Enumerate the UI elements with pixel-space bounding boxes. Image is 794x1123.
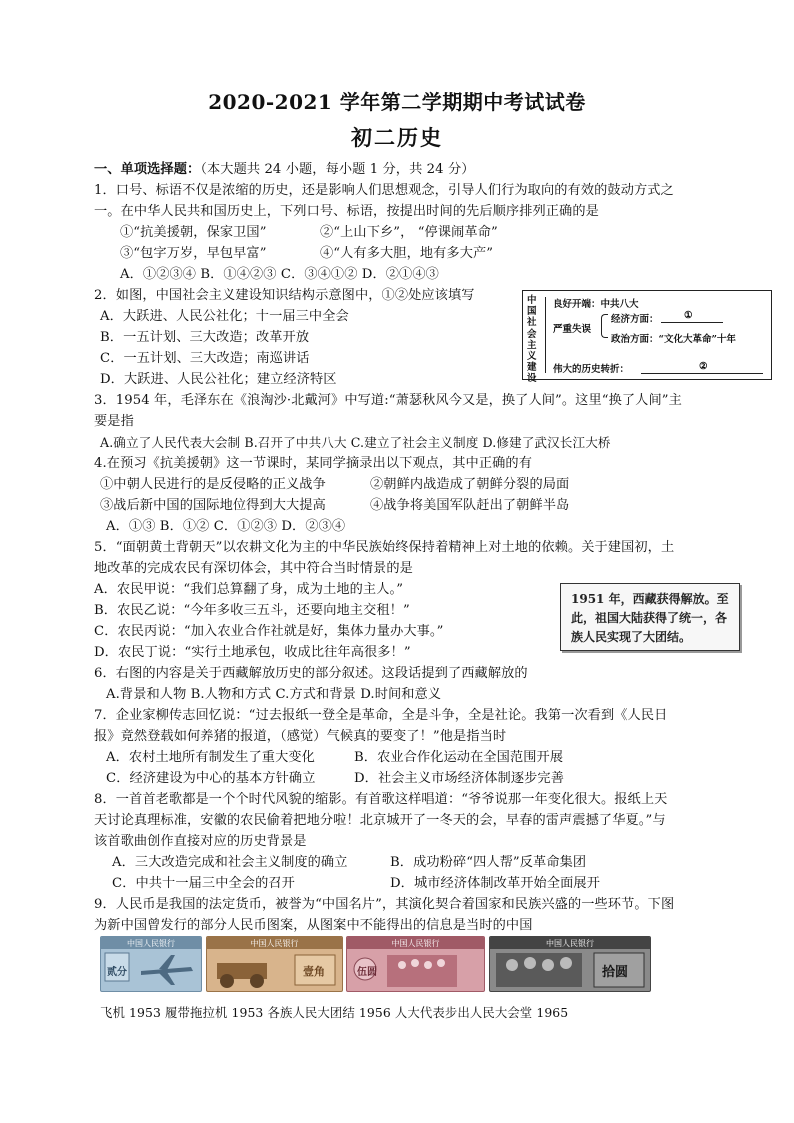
q8-line3: 该首歌曲创作直接对应的历史背景是 [94,834,307,849]
banknote-bank-name: 中国人民银行 [546,939,594,948]
q5-option-b: B．农民乙说：“今年多收三五斗，还要向地主交租！” [94,603,410,618]
q7-option-b: B．农业合作化运动在全国范围开展 [354,750,564,765]
banknote-tractor [206,936,343,992]
q7-line2: 报》竟然登载如何养猪的报道，（感觉）气候真的要变了！”他是指当时 [94,729,507,744]
diagram-economic: 经济方面： [611,314,659,325]
banknote-denomination: 壹角 [303,965,325,978]
q1-line1: 1．口号、标语不仅是浓缩的历史，还是影响人们思想观念，引导人们行为取向的有效的鼓动方式之 [94,183,674,198]
q7-line1: 7．企业家柳传志回忆说：“过去报纸一登全是革命，全是斗争，全是社论。我第一次看到《人民日 [94,708,668,723]
section-heading-note: （本大题共 24 小题，每小题 1 分，共 24 分） [200,162,475,177]
q4-stem: 4.在预习《抗美援朝》这一节课时，某同学摘录出以下观点，其中正确的有 [94,456,532,471]
diagram-marker-2: ② [699,361,708,372]
diagram-marker-1: ① [684,310,693,321]
q4-item3: ③战后新中国的国际地位得到大大提高 [100,498,326,513]
tibet-note-text: 1951 年，西藏获得解放。至此，祖国大陆获得了统一，各族人民实现了大团结。 [571,592,729,644]
q1-item1: ①“抗美援朝，保家卫国” [120,225,267,240]
structure-diagram [522,290,772,385]
q2-stem: 2．如图，中国社会主义建设知识结构示意图中，①②处应该填写 [94,288,475,303]
q5-line1: 5．“面朝黄土背朝天”以农耕文化为主的中华民族始终保持着精神上对土地的依赖。关于建国初，土 [94,540,675,555]
diagram-good-start: 良好开端：中共八大 [553,299,639,310]
q7-option-d: D．社会主义市场经济体制逐步完善 [354,771,564,786]
q8-option-c: C．中共十一届三中全会的召开 [112,876,295,891]
q3-options: A.确立了人民代表大会制 B.召开了中共八大 C.建立了社会主义制度 D.修建了武汉长江大桥 [100,435,611,450]
banknote-bank-name: 中国人民银行 [127,939,175,948]
diagram-brace [601,314,608,338]
q6-options: A.背景和人物 B.人物和方式 C.方式和背景 D.时间和意义 [106,687,442,702]
diagram-political: 政治方面：“文化大革命”十年 [611,334,736,345]
q2-option-c: C．一五计划、三大改造；南巡讲话 [100,351,310,366]
q1-item2: ②“上山下乡”， “停课闹革命” [320,225,498,240]
q4-options: A．①③ B．①② C．①②③ D．②③④ [106,519,346,534]
banknote-caption: 飞机 1953 履带拖拉机 1953 各族人民大团结 1956 人大代表步出人民大会堂 1965 [100,1005,569,1020]
banknote-bank-name: 中国人民银行 [250,939,299,948]
q3-line2: 要是指 [94,414,134,429]
section-heading-label: 一、单项选择题： [94,162,201,177]
q2-option-d: D．大跃进、人民公社化；建立经济特区 [100,372,337,387]
tibet-note-box [560,583,740,651]
diagram-vertical-label: 中国社会主义建设 [527,295,537,385]
section-heading [94,160,475,180]
banknote-bank-name: 中国人民银行 [391,939,440,948]
q3-line1: 3．1954 年，毛泽东在《浪淘沙·北戴河》中写道:“萧瑟秋风今又是，换了人间”。这里“换了人间”主 [94,393,682,408]
page-subtitle: 初二历史 [351,125,443,150]
q7-option-c: C．经济建设为中心的基本方针确立 [106,771,316,786]
q5-option-a: A．农民甲说：“我们总算翻了身，成为土地的主人。” [94,582,404,597]
banknote-denomination: 伍圆 [357,967,377,978]
q2-option-a: A．大跃进、人民公社化；十一届三中全会 [100,309,349,324]
q1-options: A．①②③④ B．①④②③ C．③④①② D．②①④③ [120,267,439,282]
diagram-blank-2 [641,373,763,374]
banknote-unity [346,936,485,992]
banknote-denomination: 贰分 [107,967,127,978]
diagram-divider [545,297,546,373]
banknote-denomination: 拾圆 [602,965,629,980]
q6-stem: 6．右图的内容是关于西藏解放历史的部分叙述。这段话提到了西藏解放的 [94,666,528,681]
q2-option-b: B．一五计划、三大改造；改革开放 [100,330,310,345]
q8-line1: 8．一首首老歌都是一个个时代风貌的缩影。有首歌这样唱道：“爷爷说那一年变化很大。报纸上天 [94,792,668,807]
q7-option-a: A．农村土地所有制发生了重大变化 [106,750,315,765]
q1-line2: 一。在中华人民共和国历史上，下列口号、标语，按提出时间的先后顺序排列正确的是 [94,204,599,219]
q5-line2: 地改革的完成农民有深切体会，其中符合当时情景的是 [94,561,413,576]
q4-item4: ④战争将美国军队赶出了朝鲜半岛 [370,498,570,513]
diagram-turning-point: 伟大的历史转折： [553,364,630,375]
q5-option-c: C．农民丙说：“加入农业合作社就是好，集体力量办大事。” [94,624,444,639]
page-title: 2020-2021 学年第二学期期中考试试卷 [208,90,586,114]
q1-item3: ③“包字万岁，早包早富” [120,246,267,261]
q9-line2: 为新中国曾发行的部分人民币图案，从图案中不能得出的信息是当时的中国 [94,918,533,933]
q8-line2: 天讨论真理标准，安徽的农民偷着把地分啦！北京城开了一冬天的会，早春的雷声震撼了华夏。”与 [94,813,666,828]
q4-item1: ①中朝人民进行的是反侵略的正义战争 [100,477,326,492]
diagram-blank-1 [661,322,723,323]
q1-item4: ④“人有多大胆，地有多大产” [320,246,494,261]
q8-option-d: D．城市经济体制改革开始全面展开 [390,876,600,891]
banknote-deputies [489,936,651,992]
diagram-serious-mistake: 严重失误 [553,324,592,335]
q8-option-b: B．成功粉碎“四人帮”反革命集团 [390,855,587,870]
banknote-airplane [100,936,202,992]
q9-line1: 9．人民币是我国的法定货币，被誉为“中国名片”，其演化契合着国家和民族兴盛的一些环节。下图 [94,897,675,912]
q8-option-a: A．三大改造完成和社会主义制度的确立 [112,855,348,870]
q4-item2: ②朝鲜内战造成了朝鲜分裂的局面 [370,477,570,492]
q5-option-d: D．农民丁说：“实行土地承包，收成比往年高很多！” [94,645,411,660]
